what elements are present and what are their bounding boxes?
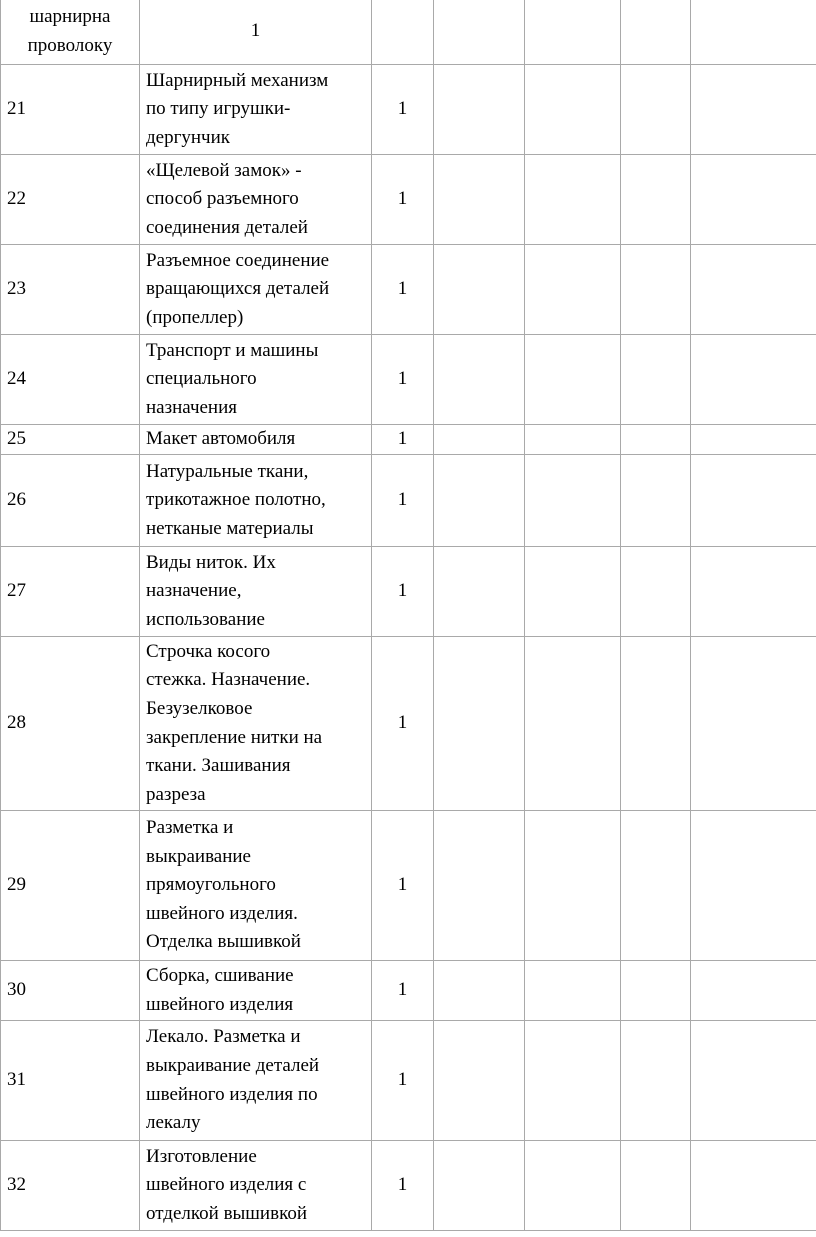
empty-cell [691, 335, 816, 425]
lesson-number-cell: 32 [1, 1141, 140, 1231]
table-row [1, 425, 816, 455]
table-row [1, 245, 816, 335]
empty-cell [691, 637, 816, 811]
lesson-topic-text: Изготовление швейного изделия с отделкой вышивкой [146, 1145, 308, 1224]
empty-cell [525, 0, 621, 65]
empty-cell [621, 245, 691, 335]
table-row [1, 811, 816, 961]
empty-cell [434, 811, 525, 961]
empty-cell [434, 0, 525, 65]
hours-cell: 1 [372, 425, 434, 455]
empty-cell [691, 1021, 816, 1141]
hours-cell: 1 [372, 811, 434, 961]
table-row [1, 65, 816, 155]
empty-cell [621, 335, 691, 425]
empty-cell [372, 0, 434, 65]
empty-cell [621, 637, 691, 811]
table-row [1, 547, 816, 637]
empty-cell [525, 245, 621, 335]
lesson-topic-text: «Щелевой замок» - способ разъемного соединения деталей [146, 159, 308, 238]
empty-cell [691, 961, 816, 1021]
empty-cell [621, 1141, 691, 1231]
lesson-number-cell: 28 [1, 637, 140, 811]
empty-cell [525, 335, 621, 425]
empty-cell [434, 65, 525, 155]
empty-cell [691, 1141, 816, 1231]
empty-cell [434, 637, 525, 811]
empty-cell [434, 155, 525, 245]
empty-cell [621, 155, 691, 245]
lesson-topic-text: Лекало. Разметка и выкраивание деталей швейного изделия по лекалу [146, 1026, 320, 1134]
empty-cell [525, 65, 621, 155]
topic-cell-continued [1, 0, 140, 65]
empty-cell [621, 65, 691, 155]
lesson-number-cell: 25 [1, 425, 140, 455]
empty-cell [525, 455, 621, 547]
lesson-number-cell: 22 [1, 155, 140, 245]
lesson-number-cell: 27 [1, 547, 140, 637]
lesson-topic-text: Разъемное соединение вращающихся деталей (пропеллер) [146, 249, 330, 328]
lesson-topic-text: Натуральные ткани, трикотажное полотно, нетканые материалы [146, 460, 326, 539]
hours-cell: 1 [372, 1141, 434, 1231]
lesson-topic-cell [140, 245, 372, 335]
hours-cell: 1 [372, 637, 434, 811]
table-row [1, 1141, 816, 1231]
empty-cell [621, 811, 691, 961]
hours-cell: 1 [372, 547, 434, 637]
empty-cell [525, 961, 621, 1021]
table-row [1, 1021, 816, 1141]
table-row [1, 455, 816, 547]
empty-cell [434, 1021, 525, 1141]
empty-cell [691, 425, 816, 455]
lesson-topic-cell [140, 425, 372, 455]
lesson-number-cell: 23 [1, 245, 140, 335]
hours-cell: 1 [372, 335, 434, 425]
empty-cell [621, 547, 691, 637]
empty-cell [434, 547, 525, 637]
hours-cell: 1 [372, 455, 434, 547]
lesson-topic-cell [140, 547, 372, 637]
empty-cell [434, 335, 525, 425]
empty-cell [434, 1141, 525, 1231]
empty-cell [691, 811, 816, 961]
lesson-topic-cell [140, 811, 372, 961]
lesson-topic-text: Шарнирный механизм по типу игрушки- дергунчик [146, 69, 329, 148]
table-row [1, 637, 816, 811]
empty-cell [434, 961, 525, 1021]
lesson-topic-text: Транспорт и машины специального назначения [146, 339, 319, 418]
hours-cell: 1 [372, 961, 434, 1021]
empty-cell [525, 155, 621, 245]
empty-cell [691, 455, 816, 547]
lesson-number-cell: 30 [1, 961, 140, 1021]
empty-cell [621, 961, 691, 1021]
lesson-topic-cell [140, 1141, 372, 1231]
lesson-topic-cell [140, 961, 372, 1021]
table-body [1, 0, 816, 1231]
lesson-topic-text: Макет автомобиля [146, 428, 296, 450]
lesson-topic-cell [140, 335, 372, 425]
empty-cell [691, 245, 816, 335]
empty-cell [691, 0, 816, 65]
empty-cell [525, 1141, 621, 1231]
empty-cell [434, 245, 525, 335]
lesson-topic-cell [140, 65, 372, 155]
table-row [1, 335, 816, 425]
hours-value: 1 [250, 20, 261, 42]
lesson-topic-cell [140, 637, 372, 811]
empty-cell [621, 1021, 691, 1141]
empty-cell [525, 547, 621, 637]
empty-cell [691, 155, 816, 245]
lesson-topic-text: Сборка, сшивание швейного изделия [146, 964, 294, 1015]
empty-cell [525, 637, 621, 811]
lesson-number-cell: 26 [1, 455, 140, 547]
hours-cell: 1 [372, 65, 434, 155]
table-row [1, 961, 816, 1021]
lesson-topic-text: Виды ниток. Их назначение, использование [146, 551, 276, 630]
empty-cell [434, 455, 525, 547]
empty-cell [621, 455, 691, 547]
lesson-number-cell: 21 [1, 65, 140, 155]
lesson-number-cell: 29 [1, 811, 140, 961]
hours-cell: 1 [372, 245, 434, 335]
topic-text: шарнирна проволоку [27, 5, 113, 56]
lesson-topic-cell [140, 1021, 372, 1141]
empty-cell [525, 1021, 621, 1141]
hours-cell: 1 [372, 1021, 434, 1141]
lesson-topic-text: Строчка косого стежка. Назначение. Безузелковое закрепление нитки на ткани. Зашивания разреза [146, 640, 323, 805]
lesson-topic-text: Разметка и выкраивание прямоугольного швейного изделия. Отделка вышивкой [146, 817, 301, 953]
table-row-continued [1, 0, 816, 65]
empty-cell [621, 425, 691, 455]
lesson-topic-cell [140, 455, 372, 547]
empty-cell [434, 425, 525, 455]
empty-cell [621, 0, 691, 65]
empty-cell [691, 65, 816, 155]
lesson-number-cell: 24 [1, 335, 140, 425]
table-row [1, 155, 816, 245]
hours-cell: 1 [372, 155, 434, 245]
lesson-topic-cell [140, 155, 372, 245]
hours-cell [140, 0, 372, 65]
empty-cell [525, 811, 621, 961]
lesson-number-cell: 31 [1, 1021, 140, 1141]
empty-cell [525, 425, 621, 455]
empty-cell [691, 547, 816, 637]
